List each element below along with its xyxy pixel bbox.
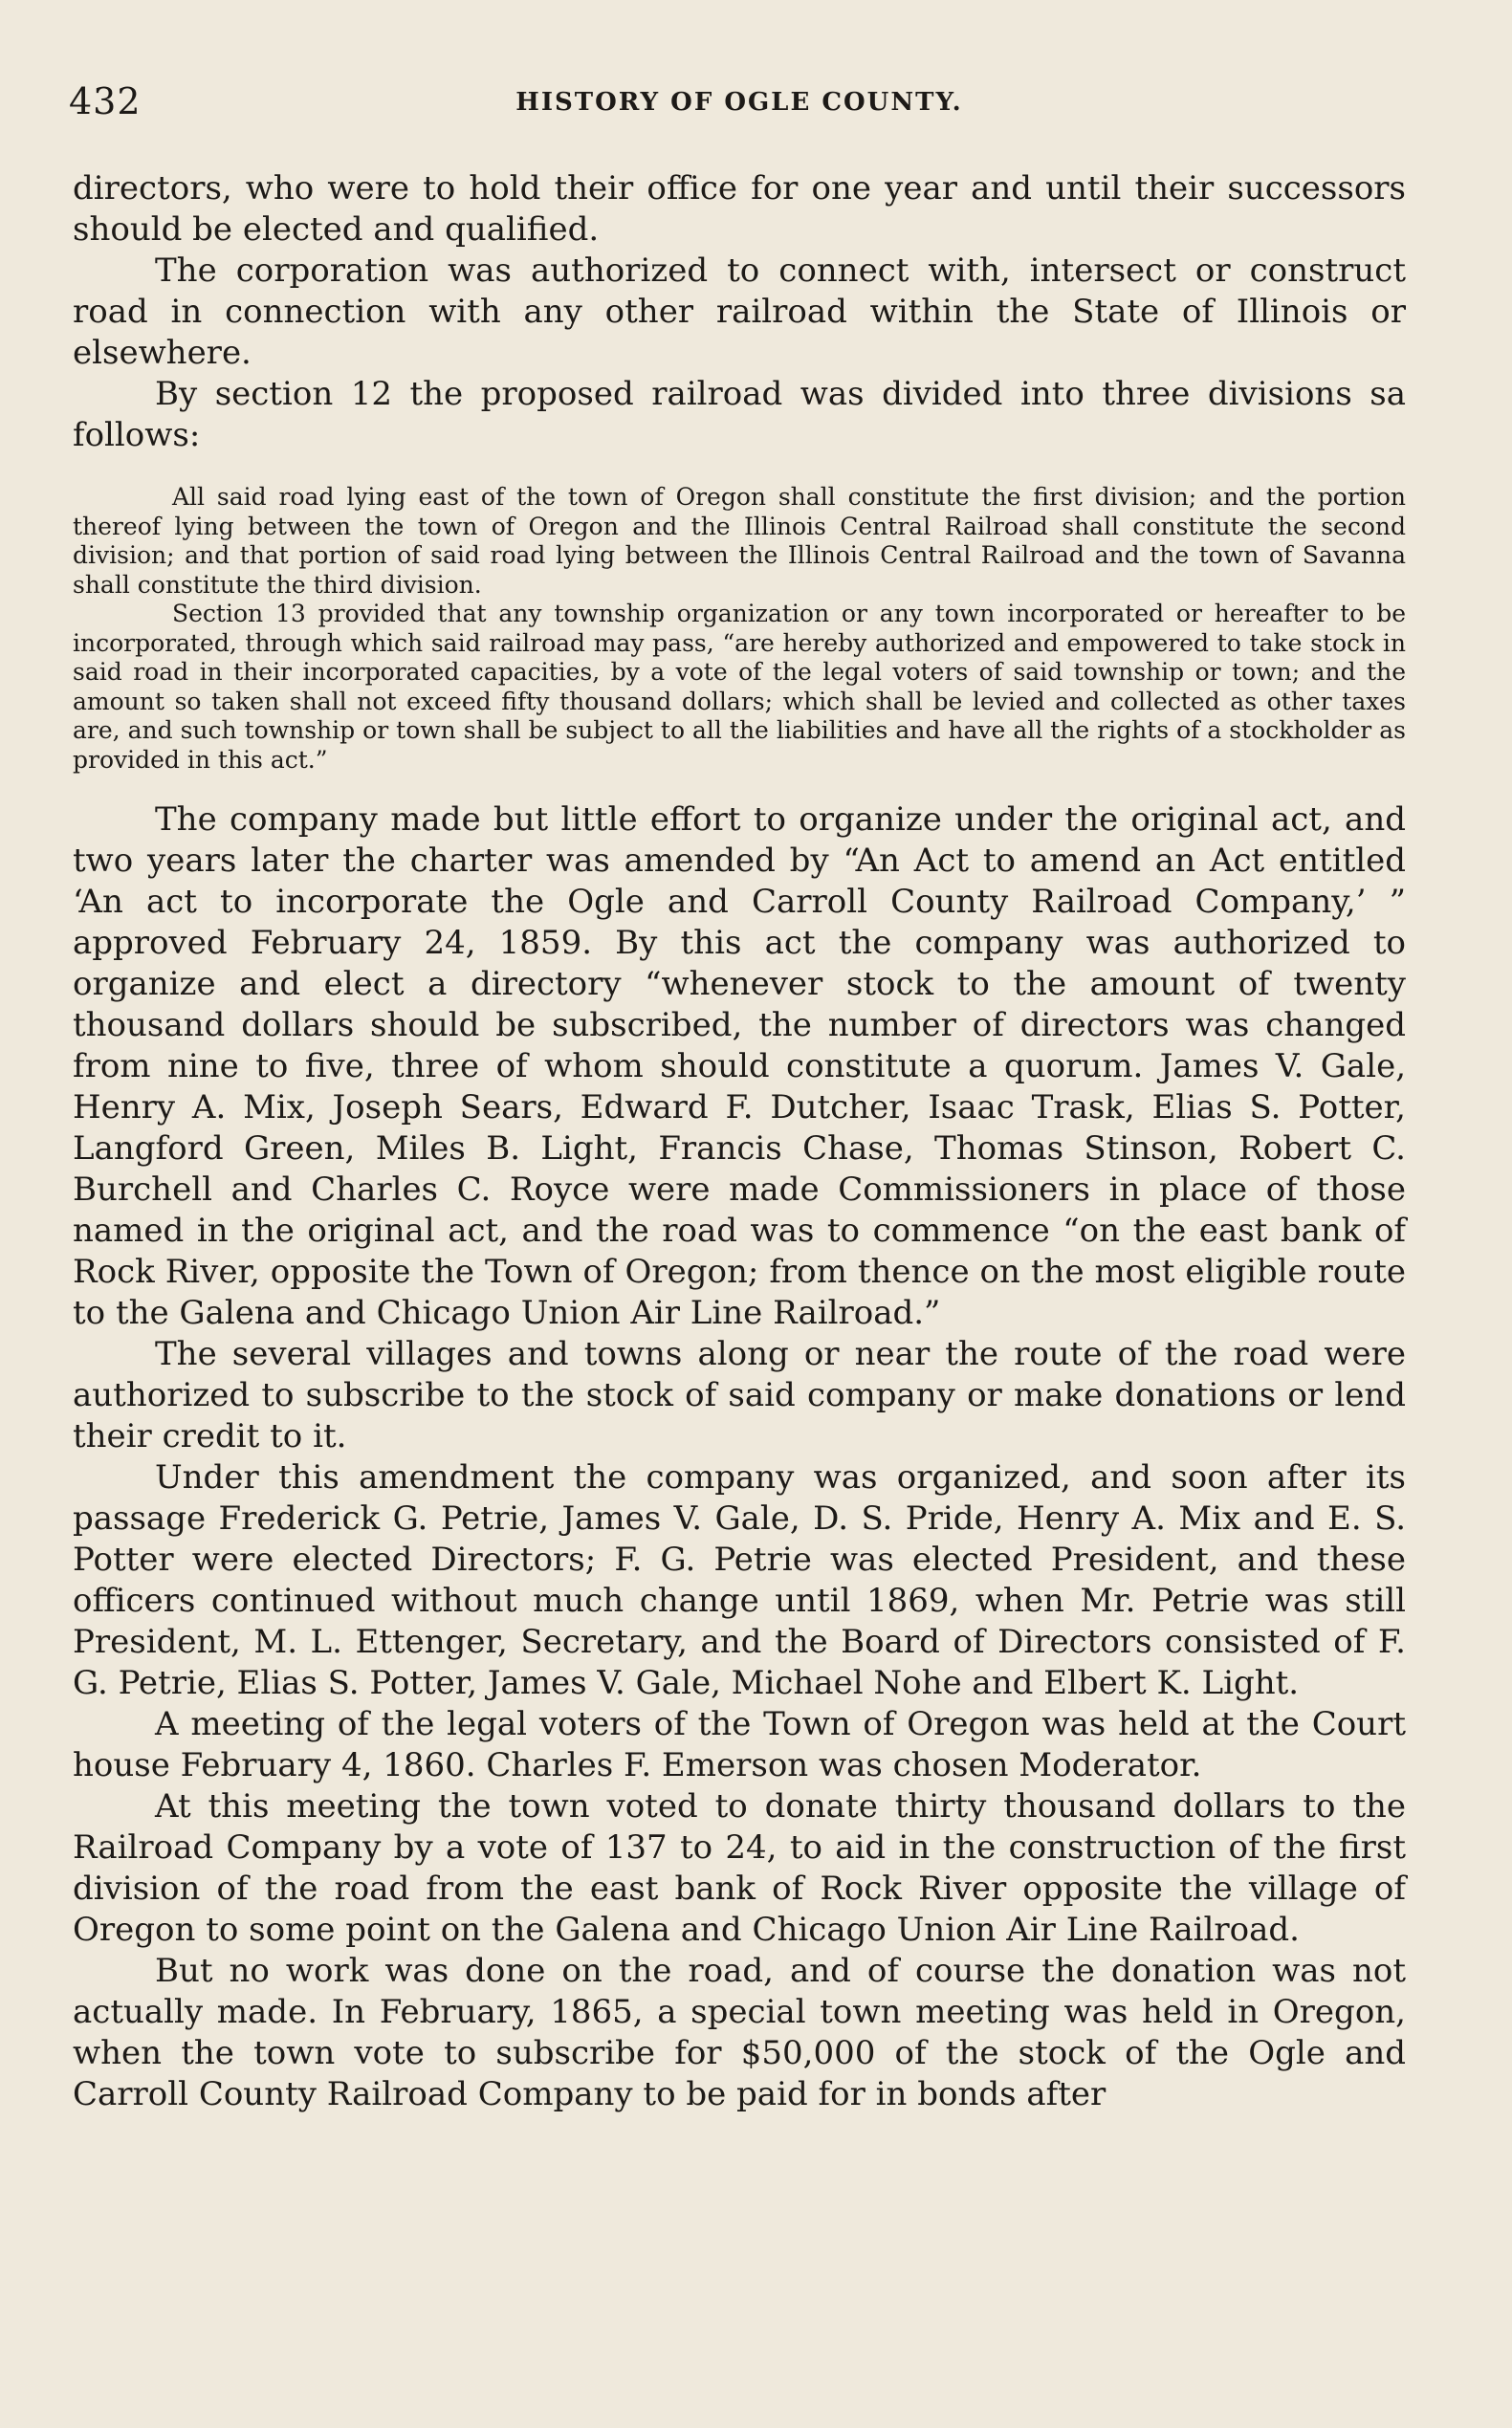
paragraph: The several villages and towns along or near the route of the road were authorized to subscribe to the stock of said company or make donations or lend their credit to it. <box>73 1335 1406 1455</box>
statute-extract <box>73 483 1406 775</box>
page-number: 432 <box>69 80 142 122</box>
paragraph: directors, who were to hold their office for one year and until their successors should be elected and qualified. <box>73 169 1406 249</box>
paragraph: But no work was done on the road, and of course the donation was not actually made. In February, 1865, a special town meeting was held in Oregon, when the town vote to subscribe for $50,000 of the stock of the Ogle and Carroll County Railroad Company to be paid for in bonds after <box>73 1952 1406 2113</box>
page-header <box>69 80 1410 128</box>
paragraph: At this meeting the town voted to donate thirty thousand dollars to the Railroad Company by a vote of 137 to 24, to aid in the construction of the first division of the road from the east bank of Rock River opposite the village of Oregon to some point on the Galena and Chicago Union Air Line Railroad. <box>73 1787 1406 1949</box>
paragraph: A meeting of the legal voters of the Town of Oregon was held at the Court house February 4, 1860. Charles F. Emerson was chosen Moderator. <box>73 1705 1406 1784</box>
paragraph: By section 12 the proposed railroad was divided into three divisions sa follows: <box>73 375 1406 454</box>
quote-paragraph: All said road lying east of the town of Oregon shall constitute the first division; and the portion thereof lying between the town of Oregon and the Illinois Central Railroad shall constitute the second division; and that portion of said road lying between the Illinois Central Railroad and the town of Savanna shall constitute the third division. <box>73 483 1406 599</box>
paragraph: The company made but little effort to organize under the original act, and two years later the charter was amended by “An Act to amend an Act entitled ‘An act to incorporate the Ogle and Carroll County Railroad Company,’ ” approved February 24, 1859. By this act the company was authorized to organize and elect a directory “whenever stock to the amount of twenty thousand dollars should be subscribed, the number of directors was changed from nine to five, three of whom should constitute a quorum. James V. Gale, Henry A. Mix, Joseph Sears, Edward F. Dutcher, Isaac Trask, Elias S. Potter, Langford Green, Miles B. Light, Francis Chase, Thomas Stinson, Robert C. Burchell and Charles C. Royce were made Commissioners in place of those named in the original act, and the road was to commence “on the east bank of Rock River, opposite the Town of Oregon; from thence on the most eligible route to the Galena and Chicago Union Air Line Railroad.” <box>73 800 1406 1332</box>
paragraph: Under this amendment the company was organized, and soon after its passage Frederick G. Petrie, James V. Gale, D. S. Pride, Henry A. Mix and E. S. Potter were elected Directors; F. G. Petrie was elected President, and these officers continued without much change until 1869, when Mr. Petrie was still President, M. L. Ettenger, Secretary, and the Board of Directors consisted of F. G. Petrie, Elias S. Potter, James V. Gale, Michael Nohe and Elbert K. Light. <box>73 1458 1406 1702</box>
quote-paragraph: Section 13 provided that any township organization or any town incorporated or hereafter to be incorporated, through which said railroad may pass, “are hereby authorized and empowered to take stock in said road in their incorporated capacities, by a vote of the legal voters of said township or town; and the amount so taken shall not exceed fifty thousand dollars; which shall be levied and collected as other taxes are, and such township or town shall be subject to all the liabilities and have all the rights of a stockholder as provided in this act.” <box>73 600 1406 774</box>
running-head: HISTORY OF OGLE COUNTY. <box>515 88 963 117</box>
paragraph: The corporation was authorized to connect with, intersect or construct road in connection with any other railroad within the State of Illinois or elsewhere. <box>73 252 1406 372</box>
page-body <box>73 168 1406 2115</box>
